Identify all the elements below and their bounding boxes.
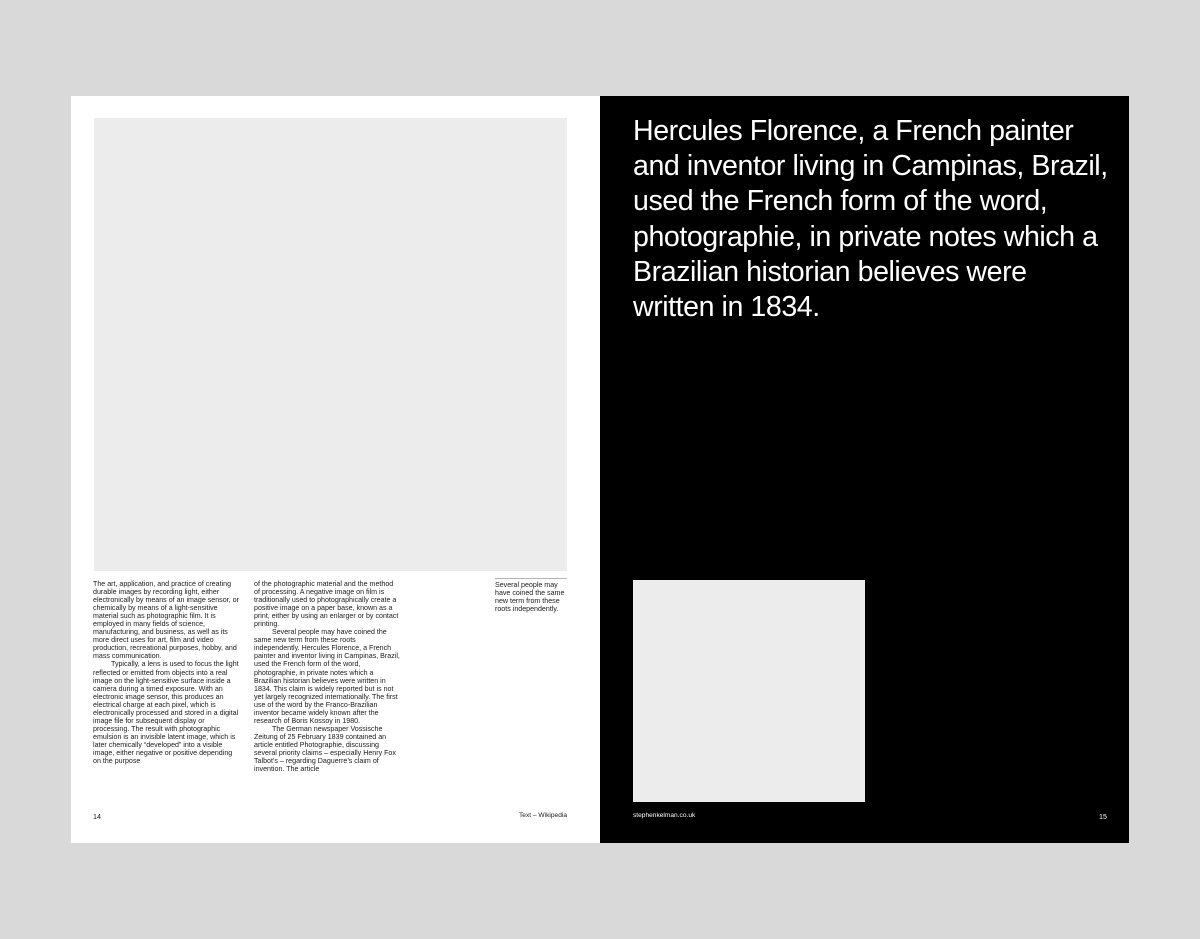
pull-quote: Hercules Florence, a French painter and inventor living in Campinas, Brazil, used the French form of the word, photographie, in private notes which a Brazilian historian believes were written in 1834. — [633, 115, 1108, 324]
page-number-right: 15 — [1099, 812, 1107, 821]
body-paragraph: Several people may have coined the same new term from these roots independently. Hercules Florence, a French painter and inventor living in Campinas, Brazil, used the French form of the word, photographie, in private notes which a Brazilian historian believes were written in 1834. This claim is widely reported but is not yet largely recognized internationally. The first use of the word by the Franco-Brazilian inventor became widely known after the research of Boris Kossoy in 1980. — [254, 628, 400, 725]
website-url: stephenkelman.co.uk — [633, 812, 696, 819]
right-page — [600, 96, 1129, 843]
body-paragraph: of the photographic material and the method of processing. A negative image on film is traditionally used to photographically create a positive image on a paper base, known as a print, either by using an enlarger or by contact printing. — [254, 580, 399, 629]
body-text-column-2 — [254, 580, 400, 773]
magazine-spread — [71, 96, 1129, 843]
body-paragraph: The art, application, and practice of creating durable images by recording light, either electronically by means of an image sensor, or chemically by means of a light-sensitive material such as photographic film. It is employed in many fields of science, manufacturing, and business, as well as its more direct uses for art, film and video production, recreational purposes, hobby, and mass communication. — [93, 580, 239, 661]
running-foot: Text – Wikipedia — [518, 812, 567, 819]
body-paragraph: The German newspaper Vossische Zeitung of 25 February 1839 contained an article entitled Photographie, discussing several priority claims – especially Henry Fox Talbot’s – regarding Daguerre’s claim of invention. The article — [254, 724, 396, 774]
page-number-left: 14 — [93, 812, 101, 821]
image-placeholder-small — [633, 580, 865, 802]
left-page — [71, 96, 600, 843]
sidenote: Several people may have coined the same new term from these roots independently. — [495, 578, 567, 613]
body-paragraph: Typically, a lens is used to focus the light reflected or emitted from objects into a real image on the light-sensitive surface inside a camera during a timed exposure. With an electronic image sensor, this produces an electrical charge at each pixel, which is electronically processed and stored in a digital image file for subsequent display or processing. The result with photographic emulsion is an invisible latent image, which is later chemically “developed” into a visible image, either negative or positive depending on the purpose — [93, 660, 239, 766]
body-text-column-1 — [93, 580, 239, 765]
image-placeholder-large — [94, 118, 567, 571]
